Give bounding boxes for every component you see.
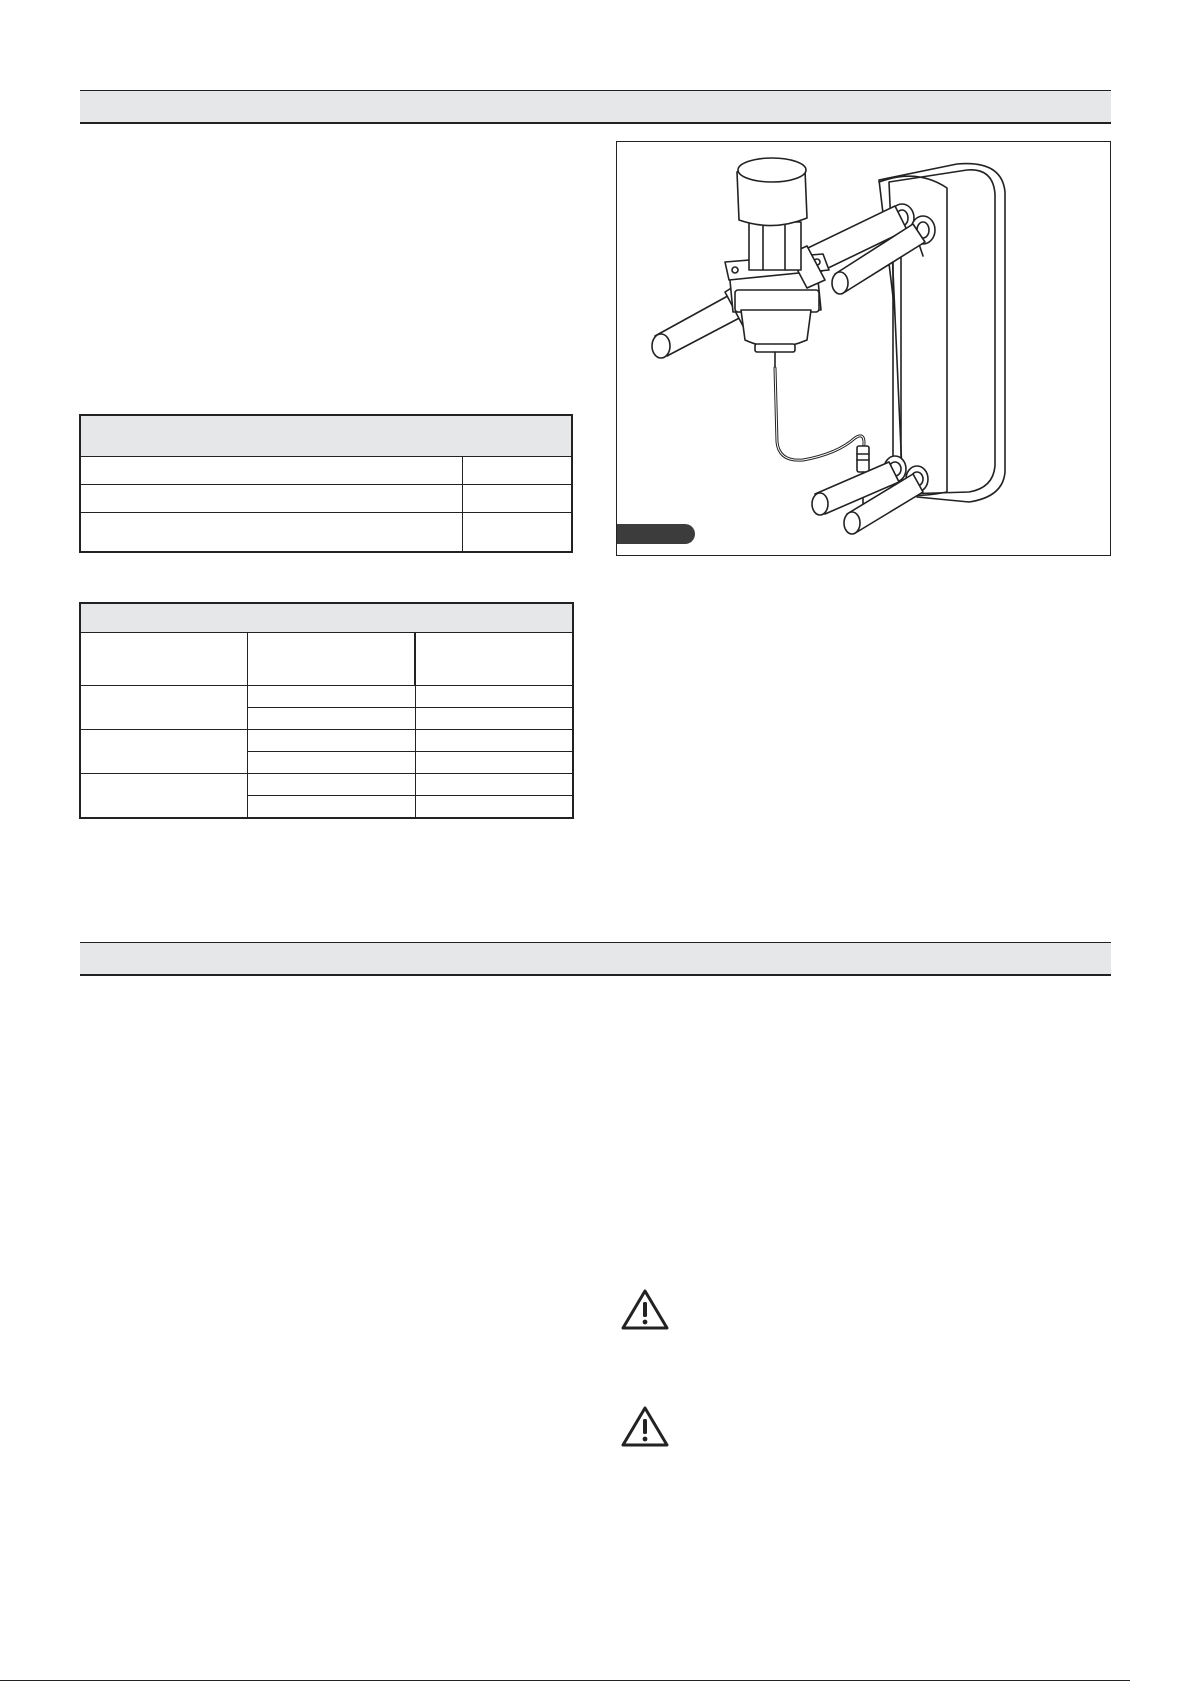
footer-rule bbox=[0, 1680, 1130, 1681]
table-cell bbox=[415, 686, 573, 708]
figure-label bbox=[617, 524, 695, 544]
column-header bbox=[80, 633, 248, 686]
table-row bbox=[80, 686, 573, 708]
column-header bbox=[248, 633, 416, 686]
table-cell bbox=[415, 796, 573, 819]
warning-notice bbox=[620, 1405, 670, 1454]
spec-value bbox=[463, 457, 573, 485]
warning-triangle-icon bbox=[620, 1288, 670, 1332]
spec-label bbox=[80, 485, 463, 513]
table-row bbox=[80, 485, 572, 513]
table-cell bbox=[415, 774, 573, 796]
spec-label bbox=[80, 513, 463, 553]
spec-label bbox=[80, 457, 463, 485]
table-cell bbox=[248, 686, 416, 708]
table-cell bbox=[248, 708, 416, 730]
table-cell bbox=[248, 796, 416, 819]
group-label bbox=[80, 730, 248, 774]
spec-value bbox=[463, 513, 573, 553]
grouped-table-title bbox=[80, 603, 573, 633]
table-cell bbox=[248, 774, 416, 796]
group-label bbox=[80, 774, 248, 819]
table-cell bbox=[248, 752, 416, 774]
spec-table bbox=[79, 414, 573, 553]
table-header-row bbox=[80, 633, 573, 686]
group-label bbox=[80, 686, 248, 730]
warning-notice bbox=[620, 1288, 670, 1337]
table-cell bbox=[415, 708, 573, 730]
grouped-table bbox=[79, 602, 574, 819]
warning-triangle-icon bbox=[620, 1405, 670, 1449]
section-header-top bbox=[80, 90, 1111, 124]
column-header bbox=[415, 633, 573, 686]
table-cell bbox=[248, 730, 416, 752]
figure-panel bbox=[616, 141, 1111, 556]
section-header-bottom bbox=[80, 942, 1111, 976]
table-cell bbox=[415, 752, 573, 774]
spec-table-header bbox=[80, 415, 572, 457]
table-row bbox=[80, 774, 573, 796]
table-cell bbox=[415, 730, 573, 752]
table-row bbox=[80, 457, 572, 485]
spec-value bbox=[463, 485, 573, 513]
valve-heat-exchanger-illustration bbox=[617, 142, 1109, 554]
table-row bbox=[80, 513, 572, 553]
table-row bbox=[80, 730, 573, 752]
